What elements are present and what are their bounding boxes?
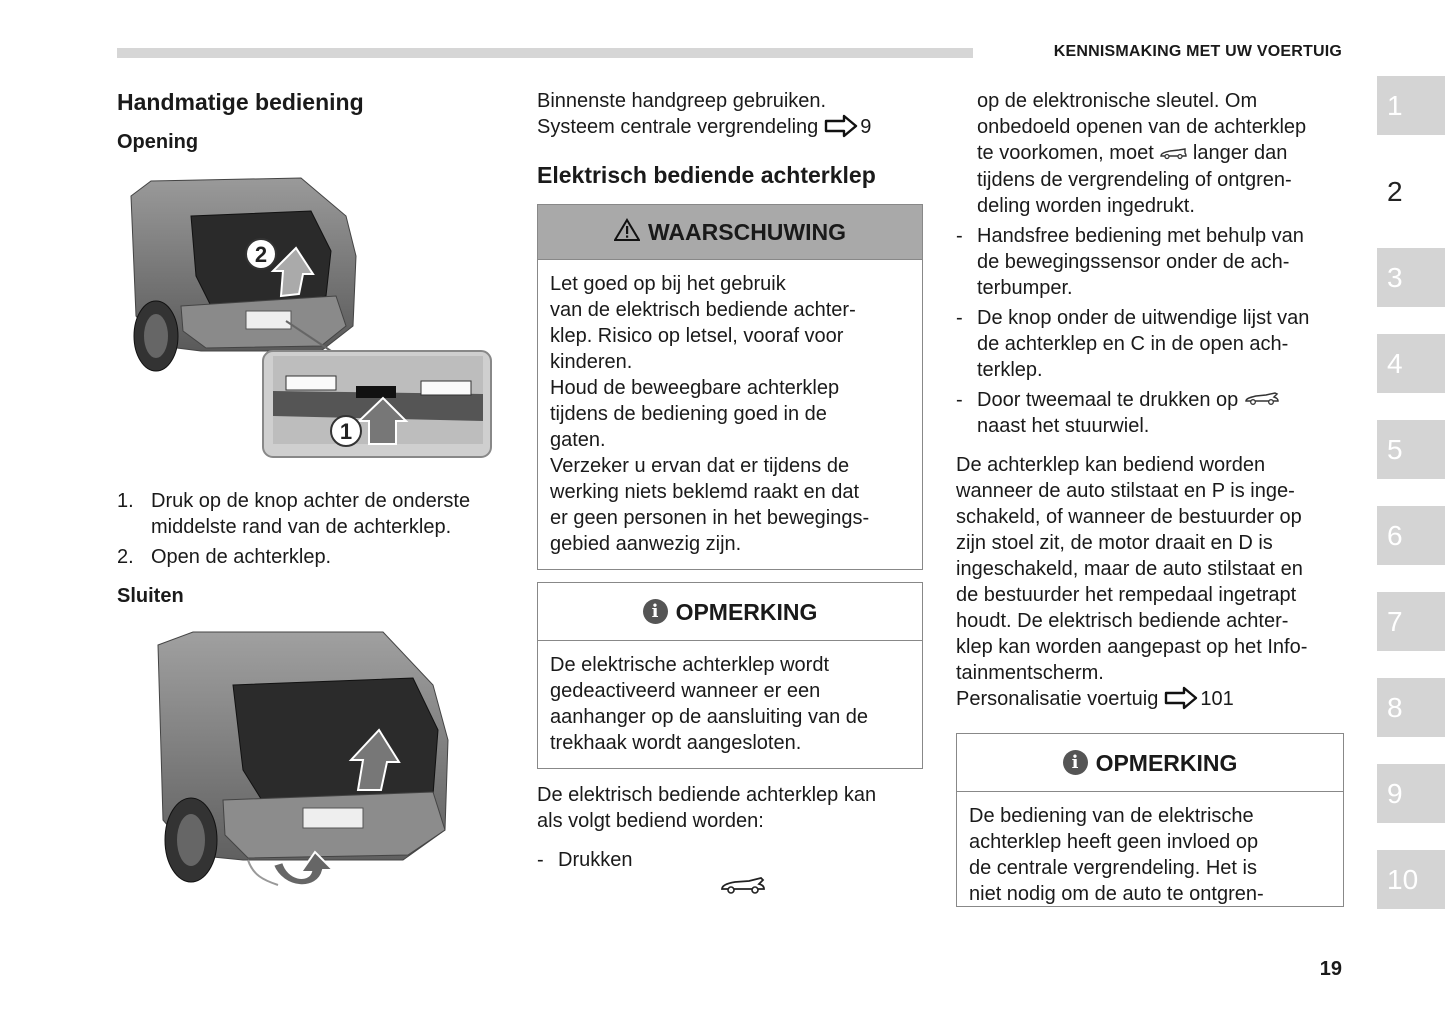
intro-line-2 xyxy=(537,114,923,145)
note-line: De bediening van de elektrische xyxy=(969,805,1254,828)
warning-line: kinderen. xyxy=(550,351,633,373)
warning-line: werking niets beklemd raakt en dat xyxy=(550,481,860,503)
paragraph-line: wanneer de auto stilstaat en P is inge- xyxy=(956,480,1295,503)
illustration-opening xyxy=(121,176,501,466)
note-line: De elektrische achterklep wordt xyxy=(550,654,830,676)
callout-2: 2 xyxy=(254,242,268,267)
paragraph-line: De elektrisch bediende achterklep kan xyxy=(537,784,877,806)
note-line: achterklep heeft geen invloed op xyxy=(969,831,1259,854)
illustration-closing xyxy=(153,630,493,895)
warning-title: WAARSCHUWING xyxy=(647,219,847,245)
page-reference-link[interactable]: 101 xyxy=(1200,688,1234,711)
list-item xyxy=(956,223,1344,301)
note-body xyxy=(957,792,1343,907)
intro-line-2-text: Systeem centrale vergrendeling xyxy=(537,116,819,138)
warning-body xyxy=(538,260,922,569)
note-body xyxy=(538,641,922,768)
text-fragment: te voorkomen, moet xyxy=(977,142,1154,164)
step-text: Open de achterklep. xyxy=(151,546,332,568)
list-item xyxy=(956,387,1344,440)
chapter-tab-8[interactable]: 8 xyxy=(1377,678,1445,737)
paragraph-line: deling worden ingedrukt. xyxy=(977,194,1195,217)
dash-bullet: - xyxy=(537,849,544,871)
note-line: aanhanger op de aansluiting van de xyxy=(550,706,869,728)
column-1 xyxy=(117,88,512,895)
warning-line: Let goed op bij het gebruik xyxy=(550,273,786,295)
chapter-tab-9[interactable]: 9 xyxy=(1377,764,1445,823)
chapter-tab-3[interactable]: 3 xyxy=(1377,248,1445,307)
info-icon: i xyxy=(1063,750,1088,775)
list-item-line: De knop onder de uitwendige lijst van xyxy=(977,306,1310,329)
step-text: Druk op de knop achter de onderste middelste rand van de achterklep. xyxy=(151,490,471,538)
paragraph-line: ingeschakeld, maar de auto stilstaat en xyxy=(956,558,1303,581)
callout-1: 1 xyxy=(339,419,353,444)
text-fragment: Door tweemaal te drukken op xyxy=(977,388,1239,411)
list-item-line: Handsfree bediening met behulp van xyxy=(977,224,1304,247)
operation-list xyxy=(537,847,923,873)
car-rear-open-illustration xyxy=(121,176,501,466)
note-line: de centrale vergrendeling. Het is xyxy=(969,857,1257,880)
header-bar xyxy=(117,48,973,58)
note-header xyxy=(538,583,922,641)
arrow-reference-icon xyxy=(824,114,858,145)
warning-line: tijdens de bediening goed in de xyxy=(550,403,827,425)
note-box-1 xyxy=(537,582,923,769)
chapter-tab-4[interactable]: 4 xyxy=(1377,334,1445,393)
chapter-tab-10[interactable]: 10 xyxy=(1377,850,1445,909)
operation-intro xyxy=(537,782,923,834)
key-icon xyxy=(1159,141,1187,167)
note-title: OPMERKING xyxy=(1095,749,1238,776)
heading-electric-tailgate: Elektrisch bediende achterklep xyxy=(537,162,876,188)
list-item-line: terklep. xyxy=(977,358,1043,381)
note-box-2 xyxy=(956,733,1344,907)
paragraph-line: De achterklep kan bediend worden xyxy=(956,454,1266,477)
intro-line-1: Binnenste handgreep gebruiken. xyxy=(537,90,827,112)
chapter-tab-6[interactable]: 6 xyxy=(1377,506,1445,565)
step-number: 1. xyxy=(117,490,134,512)
car-rear-closing-illustration xyxy=(153,630,493,895)
column-2 xyxy=(537,88,923,902)
paragraph-line xyxy=(977,140,1344,167)
paragraph-line: op de elektronische sleutel. Om xyxy=(977,90,1258,112)
warning-box xyxy=(537,204,923,570)
personalisation-reference xyxy=(956,686,1344,717)
car-tailgate-icon xyxy=(719,875,923,902)
page-number: 19 xyxy=(1319,958,1342,980)
info-icon: i xyxy=(643,599,668,624)
chapter-tab-1[interactable]: 1 xyxy=(1377,76,1445,135)
list-item-line: naast het stuurwiel. xyxy=(977,415,1150,438)
section-header: KENNISMAKING MET UW VOERTUIG xyxy=(1053,43,1342,60)
list-item xyxy=(537,847,923,873)
note-line: niet nodig om de auto te ontgren- xyxy=(969,883,1264,906)
list-item xyxy=(117,488,512,540)
warning-header xyxy=(538,205,922,260)
operation-methods-list xyxy=(956,223,1344,440)
list-item xyxy=(117,544,512,570)
car-tailgate-icon xyxy=(1244,387,1280,413)
list-item xyxy=(956,305,1344,383)
paragraph-line: de bestuurder het rempedaal ingetrapt xyxy=(956,584,1297,607)
dash-bullet: - xyxy=(956,306,963,329)
step-number: 2. xyxy=(117,546,134,568)
warning-line: klep. Risico op letsel, vooraf voor xyxy=(550,325,844,347)
dash-bullet: - xyxy=(956,388,963,411)
warning-line: van de elektrisch bediende achter- xyxy=(550,299,856,321)
paragraph-line: als volgt bediend worden: xyxy=(537,810,764,832)
note-title: OPMERKING xyxy=(675,598,818,625)
paragraph-line: tainmentscherm. xyxy=(956,662,1104,685)
warning-line: Houd de beweegbare achterklep xyxy=(550,377,840,399)
chapter-tab-2[interactable]: 2 xyxy=(1377,162,1445,221)
list-item-line: terbumper. xyxy=(977,276,1073,299)
dash-bullet: - xyxy=(956,224,963,247)
column-3 xyxy=(956,88,1344,907)
text-fragment: Personalisatie voertuig xyxy=(956,688,1159,711)
list-item-text: Drukken xyxy=(558,849,633,871)
paragraph-line: zijn stoel zit, de motor draait en D is xyxy=(956,532,1273,555)
note-line: gedeactiveerd wanneer er een xyxy=(550,680,821,702)
paragraph-line: klep kan worden aangepast op het Info- xyxy=(956,636,1308,659)
subheading-closing: Sluiten xyxy=(117,585,184,607)
note-header xyxy=(957,734,1343,792)
conditions-paragraph xyxy=(956,452,1344,717)
page-reference-link[interactable]: 9 xyxy=(860,116,872,138)
note-line: trekhaak wordt aangesloten. xyxy=(550,732,802,754)
warning-triangle-icon xyxy=(614,218,640,247)
list-item-line: de achterklep en C in de open ach- xyxy=(977,332,1289,355)
paragraph-line: onbedoeld openen van de achterklep xyxy=(977,116,1307,138)
list-item-line: de bewegingssensor onder de ach- xyxy=(977,250,1290,273)
paragraph-line: schakeld, of wanneer de bestuurder op xyxy=(956,506,1302,529)
chapter-tab-5[interactable]: 5 xyxy=(1377,420,1445,479)
list-item-line xyxy=(977,387,1344,414)
warning-line: er geen personen in het bewegings- xyxy=(550,507,870,529)
warning-line: gebied aanwezig zijn. xyxy=(550,533,742,555)
subheading-opening: Opening xyxy=(117,131,199,153)
warning-line: Verzeker u ervan dat er tijdens de xyxy=(550,455,850,477)
paragraph-line: tijdens de vergrendeling of ontgren- xyxy=(977,168,1292,191)
paragraph-line: houdt. De elektrisch bediende achter- xyxy=(956,610,1289,633)
warning-line: gaten. xyxy=(550,429,606,451)
chapter-tab-7[interactable]: 7 xyxy=(1377,592,1445,651)
text-fragment: langer dan xyxy=(1192,142,1288,164)
steps-list xyxy=(117,488,512,570)
heading-manual-operation: Handmatige bediening xyxy=(117,89,364,115)
continued-text xyxy=(956,88,1344,219)
arrow-reference-icon xyxy=(1164,686,1198,717)
